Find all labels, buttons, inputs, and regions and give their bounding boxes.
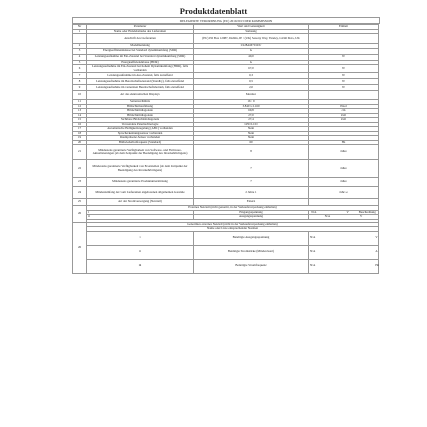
external-psu-value-unit (309, 231, 379, 245)
external-psu-unit: Hz (375, 263, 379, 268)
internal-psu-sub-nr: i (87, 210, 194, 215)
row-param: Anschrift des Lieferanten (87, 34, 194, 44)
row-nr: 6 (73, 65, 87, 73)
external-psu-row (73, 259, 379, 273)
row-nr: 11 (73, 100, 87, 105)
row-nr: 8 (73, 79, 87, 85)
external-psu-row (73, 231, 379, 245)
header-nr: Nr (73, 25, 87, 30)
table-row (73, 160, 379, 178)
external-psu-param: Benötigte Ausgangsspannung (194, 231, 309, 245)
row-unit: Jahr/-e (309, 187, 379, 199)
internal-psu-nr: 26 (73, 206, 87, 223)
row-unit (309, 34, 379, 44)
row-nr: 20 (73, 140, 87, 145)
external-psu-unit: A (375, 249, 378, 254)
external-psu-norm: Name oder Liste entsprechender Normen (87, 227, 379, 232)
external-psu-value-unit (309, 259, 379, 273)
row-unit (309, 199, 379, 206)
row-param: Seitenverhältnis (87, 100, 194, 105)
row-nr: 1 (73, 29, 87, 34)
row-nr (73, 34, 87, 44)
external-psu-unit: V (375, 235, 378, 240)
row-param: Bildwiederholfrequenz (Standard) (87, 140, 194, 145)
row-nr: 15 (73, 118, 87, 123)
row-param: Mindestens garantierte Verfügbarkeit von Software- und Firmware-Aktualisierungen (ab dem Zeitpunkt der Beendigung des Inverkehrbringens) (87, 145, 194, 160)
internal-psu-param: Ausgangsspannung (194, 215, 309, 220)
row-value: 27,4 (194, 118, 309, 123)
row-value: 3.840 x 2.160 (194, 104, 309, 109)
row-value: LED LCD (194, 122, 309, 127)
external-psu-value: N/A (310, 235, 316, 240)
row-param: Leistungsaufnahme im Ein-Zustand bei hohem Dynamikumfang (HDR), falls vorhanden (87, 65, 194, 73)
internal-psu-value-unit (309, 210, 379, 215)
row-nr: 16 (73, 122, 87, 127)
row-unit: Jahre (309, 145, 379, 160)
row-value: 67,0 (194, 65, 309, 73)
row-param: Bildschirmauflösung (87, 104, 194, 109)
row-value: 7 (194, 178, 309, 187)
row-value: (EU) PO Box 12987, Dublin, IE / (UK) Saxony Way, Yateley, GU46 6GG, UK (194, 34, 309, 44)
row-value: Nein (194, 136, 309, 141)
row-unit: cm (309, 109, 379, 114)
row-value: Nein (194, 127, 309, 132)
row-value: 0,5 (194, 79, 309, 85)
row-nr: 19 (73, 136, 87, 141)
external-psu-sub-nr: ii (87, 245, 194, 259)
row-value: G (194, 60, 309, 65)
table-row (73, 145, 379, 160)
row-value: LS28AM701UU (194, 44, 309, 49)
row-param: Spracherkennungssensor vorhanden (87, 131, 194, 136)
row-nr: 18 (73, 131, 87, 136)
row-param: Modellkennung (87, 44, 194, 49)
header-value: Wert und Genauigkeit (194, 25, 309, 30)
row-param: Leistungsaufnahme im Aus-Zustand, falls zutreffend (87, 73, 194, 79)
row-nr: 10 (73, 91, 87, 100)
row-unit: W (309, 85, 379, 91)
row-unit: Jahre (309, 160, 379, 178)
row-unit: W (309, 54, 379, 60)
row-value: 8 (194, 145, 309, 160)
row-nr: 25 (73, 199, 87, 206)
internal-psu-unit: V (346, 209, 349, 214)
table-row (73, 65, 379, 73)
row-nr: 7 (73, 73, 87, 79)
row-unit: Pixel (309, 104, 379, 109)
row-value: Extern (194, 199, 309, 206)
row-unit: Zoll (309, 113, 379, 118)
header-param: Parameter (87, 25, 194, 30)
external-psu-caption: Genormtes externes Netzteil (nicht in der Verkaufsverpackung enthalten) (87, 222, 379, 227)
external-psu-param: Benötigte Stromfrequenz (194, 259, 309, 273)
row-param: Leistungsaufnahme im Bereitschaftszustand (Standby), falls zutreffend (87, 79, 194, 85)
row-param: Bildschirmdiagonale (87, 113, 194, 118)
row-nr: 23 (73, 178, 87, 187)
row-value: 7 (194, 160, 309, 178)
internal-psu-value: N/A (311, 209, 317, 214)
row-unit: Zoll (309, 118, 379, 123)
row-param: Art der Stromversorgung (Netzteil) (87, 199, 194, 206)
regulation-subtitle: DELEGIERTE VERORDNUNG (EU) 2019/2013 DER KOMMISSION (72, 17, 380, 24)
external-psu-value: N/A (310, 249, 316, 254)
row-param: Raumpräsenz-Sensor vorhanden (87, 136, 194, 141)
row-nr: 21 (73, 145, 87, 160)
table-row (73, 187, 379, 199)
row-value: Samsung (194, 29, 309, 34)
row-param: Energieeffizienzklasse bei Standard dynamikumfang (SDR) (87, 48, 194, 54)
row-nr: 14 (73, 113, 87, 118)
row-value: 0,3 (194, 73, 309, 79)
internal-psu-value: N/A (324, 214, 331, 218)
row-param: Name oder Handelsmarke des Lieferanten (87, 29, 194, 34)
header-unit: Einheit (309, 25, 379, 30)
row-param: Leistungsaufnahme im vernetzten Bereitschaftsbetrieb, falls zutreffend (87, 85, 194, 91)
row-nr: 3 (73, 48, 87, 54)
external-psu-sub-nr: iii (87, 259, 194, 273)
row-nr: 12 (73, 104, 87, 109)
row-value: 40,0 (194, 54, 309, 60)
row-param: Energieeffizienzklasse (HDR) (87, 60, 194, 65)
internal-psu-param: Eingangsspannung (194, 210, 309, 215)
row-value: Monitor (194, 91, 309, 100)
external-psu-value: N/A (310, 263, 316, 268)
row-param: Sichtbare Bildschirmdiagonale (87, 118, 194, 123)
internal-psu-caption: Externes Netzteil (nicht genormt, in der Verkaufsverpackung enthalten) (87, 206, 379, 211)
page-title: Produktdatenblatt (179, 6, 248, 16)
external-psu-nr: 26 (73, 222, 87, 273)
row-nr: 22 (73, 160, 87, 178)
row-unit (309, 91, 379, 100)
row-nr: 4 (73, 54, 87, 60)
row-unit: Hz (309, 140, 379, 145)
row-value: 16 : 9 (194, 100, 309, 105)
row-param: Mindestens garantierte Verfügbarkeit von Ersatzteilen (ab dem Zeitpunkt der Beendigung des Inverkehrbringens) (87, 160, 194, 178)
row-nr: 2 (73, 44, 87, 49)
internal-psu-unit: V (360, 214, 363, 218)
external-psu-value-unit (309, 245, 379, 259)
row-value: 2,0 (194, 85, 309, 91)
table-row (73, 178, 379, 187)
external-psu-sub-nr: i (87, 231, 194, 245)
row-nr: 5 (73, 60, 87, 65)
internal-psu-description: Beschreibung (358, 209, 376, 214)
row-nr: 9 (73, 85, 87, 91)
table-row (73, 91, 379, 100)
row-unit: W (309, 73, 379, 79)
row-param: Mindestens garantierte Produktunterstützung (87, 178, 194, 187)
external-psu-row (73, 245, 379, 259)
row-param: Mindestumfang der vom Lieferanten angebotenen allgemeinen Garantie (87, 187, 194, 199)
table-row (73, 34, 379, 44)
row-unit: W (309, 79, 379, 85)
row-value: 60 (194, 140, 309, 145)
internal-psu-sub-nr: ii (87, 215, 194, 220)
row-nr: 17 (73, 127, 87, 132)
row-unit: W (309, 65, 379, 73)
row-unit: Jahre (309, 178, 379, 187)
row-param: Leistungsaufnahme im Ein-Zustand bei Standard dynamikumfang (SDR) (87, 54, 194, 60)
row-value: 69,8 (194, 109, 309, 114)
external-psu-param: Benötigte Stromstärke (Mindestwert) (194, 245, 309, 259)
data-table (72, 24, 379, 274)
row-param: Bildschirmdiagonale (87, 109, 194, 114)
row-nr: 24 (73, 187, 87, 199)
row-value: 2 Jahre 1 (194, 187, 309, 199)
row-nr: 13 (73, 109, 87, 114)
row-param: Automatische Helligkeitsregelung (ABC) vorhanden (87, 127, 194, 132)
row-value: 27,0 (194, 113, 309, 118)
row-value: Nein (194, 131, 309, 136)
row-param: Verwendete Paneltechnologie (87, 122, 194, 127)
row-param: Art des elektronischen Displays (87, 91, 194, 100)
row-value: G (194, 48, 309, 54)
